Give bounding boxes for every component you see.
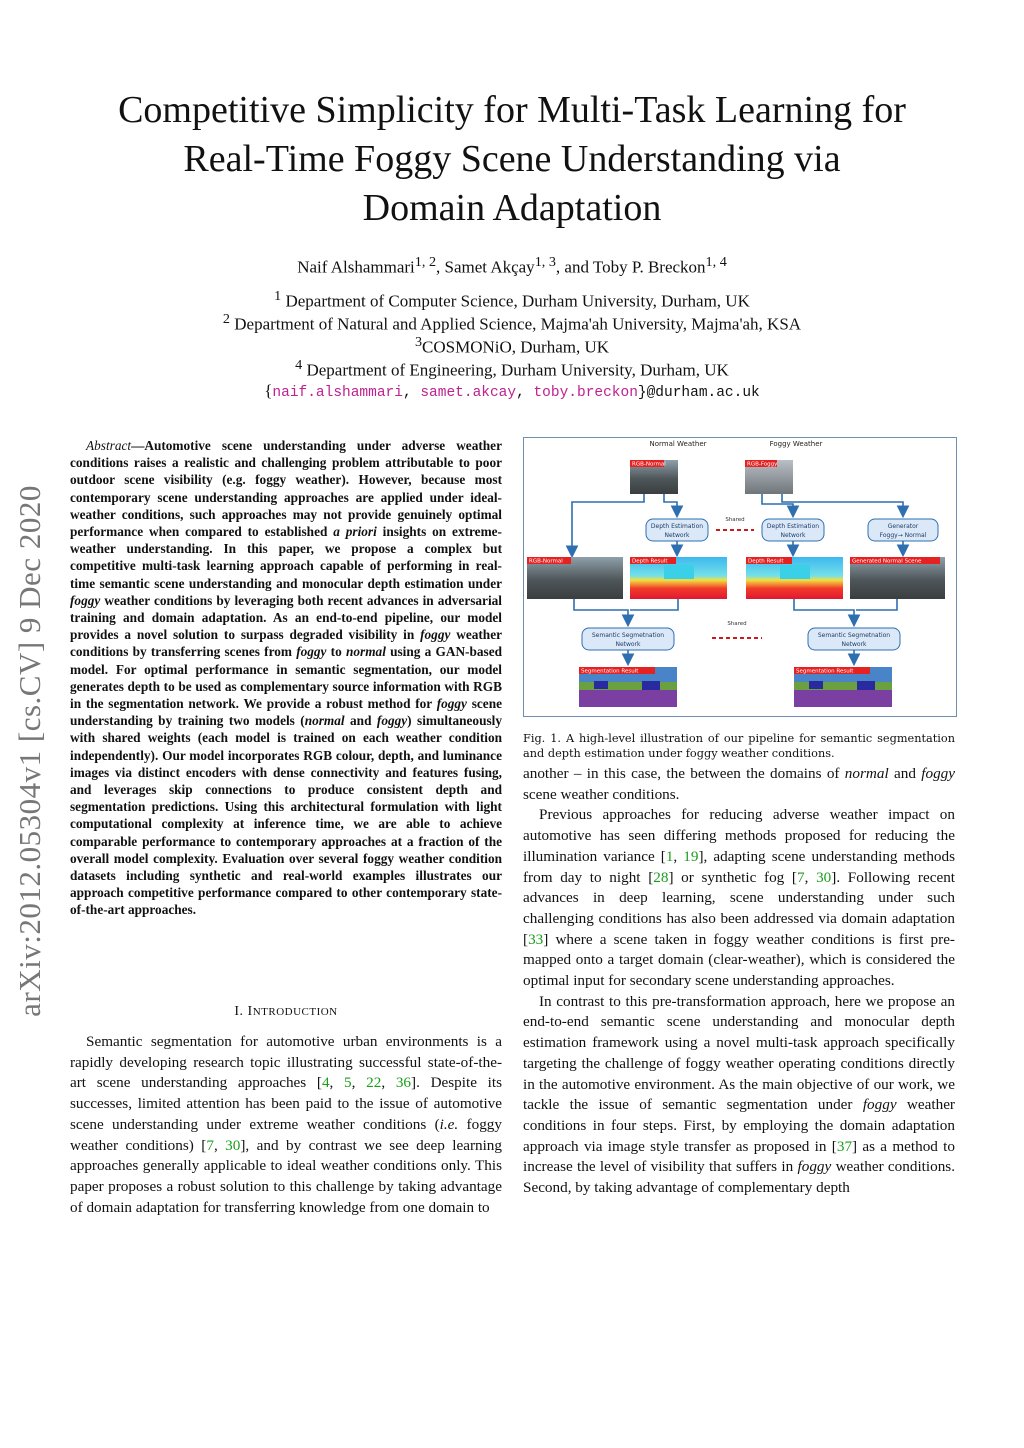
- citation-link[interactable]: 7: [206, 1136, 214, 1154]
- body-text: Previous approaches for reducing adverse weather impact on automotive has seen differing methods proposed for reducing the illumination variance [: [523, 806, 955, 865]
- depth-network-label: Depth Estimation: [650, 523, 704, 530]
- segmentation-network-label: Network: [841, 641, 867, 648]
- email-separator: ,: [402, 385, 421, 401]
- body-text: weather conditions. Second, by taking advantage of complementary depth: [523, 1158, 955, 1197]
- arrow: [630, 599, 678, 610]
- abstract-label: Abstract: [86, 438, 132, 453]
- abstract-text: weather conditions by leveraging both recent advances in adversarial training and domain adaptation. As an end-to-end pipeline, our model provides a novel solution to surpass degraded visibility in: [70, 592, 502, 643]
- citation-link[interactable]: 19: [683, 847, 699, 865]
- body-text: ], and by contrast we see deep learning approaches generally applicable to ideal weather conditions only. This paper proposes a robust solution to this challenge by taking advantage of domain adaptation for transferring knowledge from one domain to: [70, 1136, 502, 1216]
- generated-normal-text: Generated Normal Scene: [852, 558, 922, 565]
- body-emph: foggy: [797, 1158, 832, 1176]
- generator-label: Foggy→ Normal: [879, 532, 927, 539]
- abstract-emph: normal: [304, 713, 345, 729]
- abstract-emph: foggy: [70, 592, 101, 608]
- author-separator: , and: [555, 257, 593, 277]
- citation-link[interactable]: 1: [665, 847, 674, 865]
- affiliation-number: 4: [295, 357, 303, 373]
- affiliation-number: 1: [274, 288, 282, 304]
- arrow: [762, 494, 793, 515]
- abstract-emph: foggy: [436, 696, 467, 712]
- affiliation-number: 2: [222, 311, 230, 327]
- section-initial: I: [247, 1004, 253, 1019]
- section-heading: [70, 1004, 502, 1020]
- arrow: [664, 494, 677, 515]
- abstract: [70, 437, 502, 919]
- figure-caption: [523, 731, 955, 761]
- segmentation-network-label: Semantic Segmetnation: [817, 632, 891, 639]
- abstract-emph: foggy: [296, 644, 327, 660]
- segmentation-result-text: Segmentation Result: [581, 668, 639, 675]
- title-line-3: Domain Adaptation: [362, 187, 662, 229]
- body-paragraph: [523, 764, 955, 805]
- affiliation-text: Department of Engineering, Durham University, Durham, UK: [302, 360, 729, 380]
- foggy-weather-label: Foggy Weather: [769, 440, 823, 448]
- arrow: [572, 494, 644, 555]
- generator-label: Generator: [887, 523, 919, 530]
- email-domain: }@durham.ac.uk: [637, 385, 760, 401]
- citation-link[interactable]: 30: [816, 868, 832, 886]
- citation-link[interactable]: 30: [225, 1136, 241, 1154]
- abstract-dash: —: [131, 438, 145, 453]
- arxiv-text: arXiv:2012.05304v1 [cs.CV] 9 Dec 2020: [12, 485, 47, 1017]
- citation-link[interactable]: 37: [836, 1137, 853, 1155]
- author-superscript: 1, 3: [534, 254, 556, 270]
- depth-result-text: Depth Result: [748, 558, 784, 565]
- body-text: another – in this case, the between the domains of: [523, 765, 845, 782]
- affiliation-text: Department of Natural and Applied Science, Majma'ah University, Majma'ah, KSA: [230, 314, 802, 334]
- email-brace: {: [264, 381, 273, 400]
- caption-label: Fig. 1.: [523, 732, 561, 745]
- right-column-text: [523, 764, 955, 1199]
- title-line-2: Real-Time Foggy Scene Understanding via: [183, 138, 841, 180]
- rgb-normal-text: RGB-Normal: [632, 461, 666, 468]
- affiliation-number: 3: [414, 334, 423, 350]
- abstract-text: to: [326, 644, 346, 660]
- arxiv-identifier: [10, 456, 50, 1046]
- affiliation: [0, 357, 1024, 381]
- citation-link[interactable]: 36: [395, 1074, 412, 1092]
- author-superscript: 1, 2: [414, 254, 437, 270]
- email-link[interactable]: toby.breckon: [533, 385, 638, 401]
- paper-title: [40, 86, 984, 233]
- author-name: Naif Alshammari: [297, 257, 415, 277]
- pipeline-diagram: [524, 438, 956, 716]
- depth-result-detail: [664, 565, 694, 579]
- abstract-emph: normal: [345, 644, 386, 660]
- intro-text: [70, 1032, 502, 1218]
- abstract-text: and: [344, 713, 377, 729]
- depth-network-label: Network: [664, 532, 690, 539]
- title-line-1: Competitive Simplicity for Multi-Task Learning for: [118, 89, 906, 131]
- abstract-emph: a priori: [333, 524, 377, 540]
- depth-network-label: Depth Estimation: [766, 523, 820, 530]
- abstract-text: scene understanding by training two models (: [70, 696, 502, 729]
- body-paragraph: [523, 992, 955, 1199]
- abstract-text: ) simultaneously with shared weights (each model is trained on each weather condition independently). Our model incorporates RGB colour, depth, and luminance images via distinct encoders with dense connectivity and features fusing, and leverages skip connections to produce consistent depth and segmentation predictions. Using this architectural formulation with light computational complexity at inference time, we are able to achieve comparable performance to contemporary approaches at a fraction of the overall model complexity. Evaluation over several foggy weather condition datasets including synthetic and real-world examples illustrates our approach competitive performance compared to other contemporary state-of-the-art approaches.: [70, 713, 502, 918]
- affiliation-text: COSMONiO, Durham, UK: [422, 337, 610, 357]
- body-text: ], adapting scene understanding methods from day to night [: [523, 847, 956, 886]
- author-name: Toby P. Breckon: [592, 257, 706, 277]
- abstract-text: using a GAN-based model. For optimal performance in semantic segmentation, our model generates depth to be used as complementary source information with RGB in the segmentation network. We provide a robust method for: [70, 644, 502, 712]
- affiliation: [0, 334, 1024, 358]
- email-link[interactable]: naif.alshammari: [272, 385, 403, 401]
- body-emph: foggy: [921, 765, 955, 782]
- figure-1: [523, 437, 957, 717]
- body-emph: i.e.: [439, 1115, 459, 1133]
- body-text: Semantic segmentation for automotive urban environments is a rapidly developing research topic illustrating successful state-of-the-art scene understanding approaches [: [70, 1033, 502, 1092]
- author-superscript: 1, 4: [705, 254, 727, 270]
- depth-network-label: Network: [780, 532, 806, 539]
- abstract-text: weather conditions by transferring scenes from: [70, 627, 502, 660]
- depth-result-detail: [780, 565, 810, 579]
- section-smallcaps: NTRODUCTION: [252, 1006, 338, 1018]
- arrow: [794, 599, 854, 624]
- body-text: scene weather conditions.: [523, 785, 680, 803]
- body-text: ] where a scene taken in foggy weather conditions is first pre-mapped onto a target domain (clear-weather), which is considered the optimal input for secondary scene understanding approaches.: [523, 930, 955, 990]
- body-emph: foggy: [862, 1096, 897, 1114]
- citation-link[interactable]: 22: [366, 1074, 382, 1092]
- body-text: ] or synthetic fog [: [668, 868, 797, 886]
- citation-link[interactable]: 5: [344, 1074, 352, 1092]
- arrow: [856, 599, 897, 610]
- abstract-text: Automotive scene understanding under adverse weather conditions raises a realistic and challenging problem attributable to poor outdoor scene visibility (e.g. foggy weather). However, because most contemporary scene understanding approaches are applied under ideal-weather conditions, such approaches may not provide genuinely optimal performance when compared to established: [70, 438, 502, 540]
- abstract-paragraph: [70, 437, 502, 919]
- body-paragraph: Previous approaches for reducing adverse weather impact on automotive has seen differing methods proposed for reducing the illumination variance [1, 19], adapting scene understanding methods from day to night [28] or synthetic fog [7, 30]. Following recent advances in deep learning, scene understanding under such challenging conditions has also been addressed via domain adaptation [33] where a scene taken in foggy weather conditions is first pre-mapped onto a target domain (clear-weather), which is considered the optimal input for secondary scene understanding approaches.: [523, 806, 956, 990]
- body-text: weather conditions in four steps. First, by employing the domain adaptation approach via image style transfer as proposed in [: [523, 1096, 955, 1155]
- abstract-text: insights on extreme-weather understanding. In this paper, we propose a complex but competitive multi-task learning approach capable of performing in real-time semantic scene understanding and monocular depth estimation under: [70, 524, 502, 591]
- citation-link[interactable]: 33: [528, 930, 544, 948]
- citation-link[interactable]: 28: [653, 868, 669, 886]
- email-line: [0, 381, 1024, 401]
- shared-label: Shared: [727, 621, 747, 627]
- body-text: ]. Following recent advances in deep learning, scene understanding under such challenging conditions has also been addressed via domain adaptation [: [523, 868, 956, 948]
- segmentation-network-label: Network: [615, 641, 641, 648]
- affiliation-text: Department of Computer Science, Durham University, Durham, UK: [281, 291, 750, 311]
- section-number: I.: [234, 1004, 248, 1019]
- arrow: [574, 599, 628, 624]
- body-text: and: [888, 765, 922, 782]
- citation-link[interactable]: 7: [797, 868, 805, 886]
- normal-weather-label: Normal Weather: [649, 440, 707, 448]
- author-separator: ,: [436, 257, 445, 277]
- abstract-emph: foggy: [420, 627, 451, 643]
- shared-label: Shared: [725, 517, 745, 523]
- author-list: [0, 254, 1024, 278]
- caption-text: A high-level illustration of our pipeline for semantic segmentation and depth estimation under foggy weather conditions.: [523, 732, 955, 760]
- depth-result-text: Depth Result: [632, 558, 668, 565]
- affiliation: [0, 288, 1024, 312]
- body-paragraph: Semantic segmentation for automotive urban environments is a rapidly developing research topic illustrating successful state-of-the-art scene understanding approaches [4, 5, 22, 36]. Despite its successes, limited attention has been paid to the issue of automotive scene understanding under extreme weather conditions (i.e. foggy weather conditions) [7, 30], and by contrast we see deep learning approaches generally applicable to ideal weather conditions only. This paper proposes a robust solution to this challenge by taking advantage of domain adaptation for transferring knowledge from one domain to: [70, 1033, 503, 1216]
- segmentation-result-text: Segmentation Result: [796, 668, 854, 675]
- arrow: [782, 494, 903, 515]
- rgb-foggy-text: RGB-Foggy: [747, 461, 778, 468]
- author-name: Samet Akçay: [444, 257, 535, 277]
- body-text: In contrast to this pre-transformation approach, here we propose an end-to-end semantic scene understanding and monocular depth estimation framework using a novel multi-task approach specifically targeting the challenge of foggy weather operating conditions directly in the automotive environment. As the main objective of our work, we tackle the issue of semantic segmentation under: [523, 992, 955, 1114]
- abstract-emph: foggy: [376, 713, 408, 729]
- citation-link[interactable]: 4: [321, 1074, 330, 1092]
- rgb-normal-text: RGB-Normal: [529, 558, 563, 565]
- body-emph: normal: [844, 765, 889, 782]
- email-separator: ,: [516, 385, 534, 401]
- body-text: ] as a method to increase the level of visibility that suffers in: [523, 1137, 955, 1176]
- email-link[interactable]: samet.akcay: [420, 385, 517, 401]
- body-text: foggy weather conditions) [: [70, 1115, 502, 1154]
- body-text: ]. Despite its successes, limited attention has been paid to the issue of automotive scene understanding under extreme weather conditions (: [70, 1074, 503, 1133]
- segmentation-network-label: Semantic Segmetnation: [591, 632, 665, 639]
- affiliation: [0, 311, 1024, 335]
